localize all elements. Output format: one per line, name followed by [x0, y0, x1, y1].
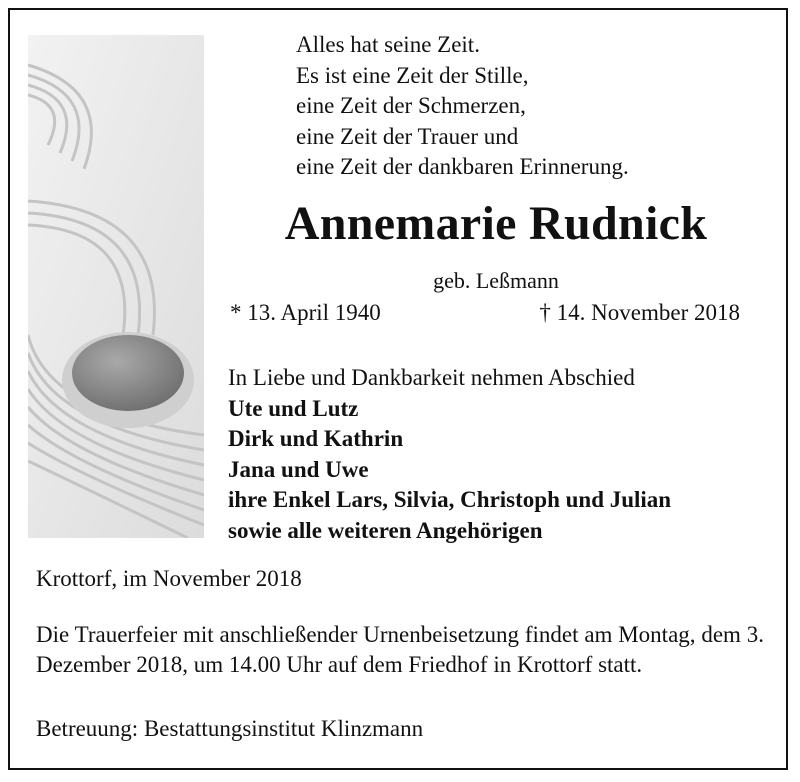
- mourner-name: sowie alle weiteren Angehörigen: [228, 517, 543, 543]
- mourner-name: Dirk und Kathrin: [228, 426, 404, 451]
- maiden-name: geb. Leßmann: [433, 268, 559, 293]
- place-date: Krottorf, im November 2018: [36, 566, 302, 591]
- motto-line: Es ist eine Zeit der Stille,: [296, 62, 529, 88]
- farewell-intro: In Liebe und Dankbarkeit nehmen Abschied: [228, 365, 635, 390]
- deceased-name: Annemarie Rudnick: [284, 197, 708, 250]
- motto-verse: [296, 30, 629, 183]
- motto-line: Alles hat seine Zeit.: [296, 32, 480, 57]
- mourner-name: ihre Enkel Lars, Silvia, Christoph und Julian: [228, 487, 672, 512]
- mourner-name: Jana und Uwe: [228, 456, 369, 482]
- mourners-list: [228, 363, 671, 546]
- death-date: † 14. November 2018: [539, 300, 740, 325]
- funeral-service-info: Die Trauerfeier mit anschließender Urnenbeisetzung findet am Montag, dem 3. Dezember 2018, um 14.00 Uhr auf dem Friedhof in Krottorf statt.: [36, 622, 764, 677]
- mourner-name: Ute und Lutz: [228, 395, 359, 421]
- motto-line: eine Zeit der dankbaren Erinnerung.: [296, 154, 629, 179]
- motto-line: eine Zeit der Trauer und: [296, 123, 519, 149]
- funeral-home: Betreuung: Bestattungsinstitut Klinzmann: [36, 716, 424, 741]
- birth-date: * 13. April 1940: [230, 300, 381, 325]
- motto-line: eine Zeit der Schmerzen,: [296, 93, 526, 118]
- zen-stone-image: [28, 35, 204, 538]
